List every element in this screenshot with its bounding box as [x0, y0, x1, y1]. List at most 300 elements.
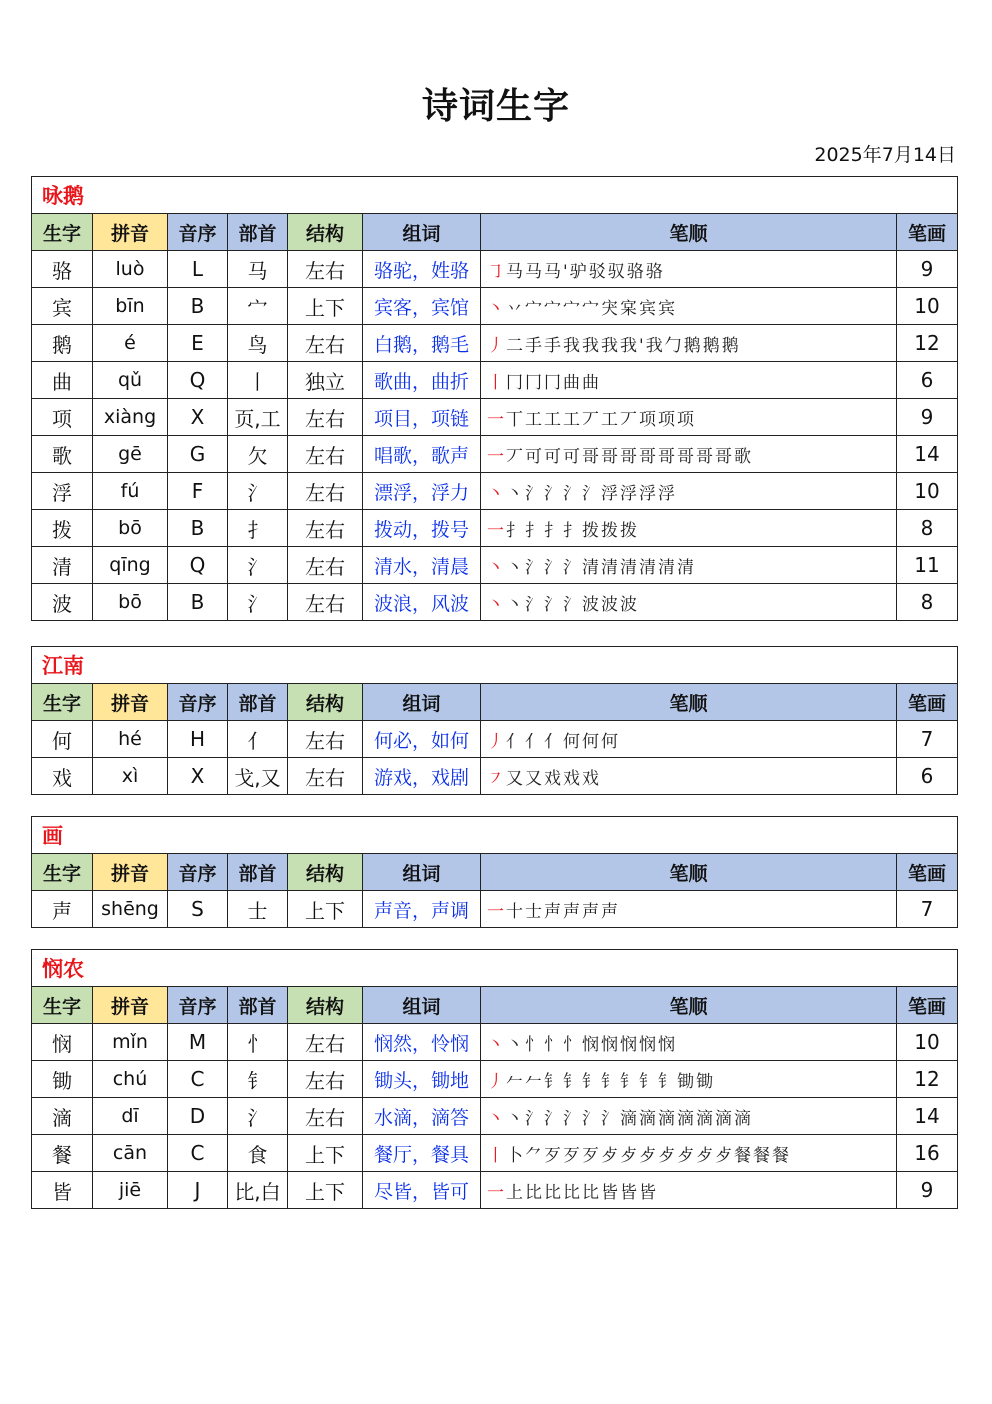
char-cell: 项 [32, 399, 93, 436]
stroke-count-cell: 10 [897, 288, 958, 325]
stroke-step: 悯 [582, 1034, 601, 1055]
stroke-step: 悯 [601, 1034, 620, 1055]
poem-title: 咏鹅 [32, 177, 958, 214]
char-cell: 波 [32, 584, 93, 621]
stroke-step: 氵 [582, 1108, 601, 1129]
stroke-step: 声 [582, 901, 601, 922]
column-header: 笔顺 [481, 987, 897, 1024]
pinyin-cell: bō [93, 584, 168, 621]
radical-cell: 戈,又 [228, 758, 288, 795]
stroke-step: 氵 [563, 594, 582, 615]
pinyin-cell: dī [93, 1098, 168, 1135]
column-header: 笔画 [897, 987, 958, 1024]
stroke-step: 氵 [544, 483, 563, 504]
stroke-step: 拨 [582, 520, 601, 541]
stroke-step: 氵 [525, 594, 544, 615]
stroke-step: 扌 [563, 520, 582, 541]
stroke-step: 丅 [506, 409, 525, 430]
radical-cell: 忄 [228, 1024, 288, 1061]
structure-cell: 左右 [288, 584, 363, 621]
column-header: 拼音 [93, 684, 168, 721]
column-header: 部首 [228, 214, 288, 251]
stroke-step: 丶 [506, 1108, 525, 1129]
structure-cell: 上下 [288, 1172, 363, 1209]
stroke-step: 十 [506, 901, 525, 922]
poem-title: 江南 [32, 647, 958, 684]
radical-cell: 氵 [228, 547, 288, 584]
char-cell: 拨 [32, 510, 93, 547]
table-row [32, 1024, 958, 1061]
stroke-step: 滴 [658, 1108, 677, 1129]
stroke-step: 一 [487, 446, 506, 467]
column-header: 组词 [363, 214, 481, 251]
stroke-step: 滴 [734, 1108, 753, 1129]
pinyin-cell: shēng [93, 891, 168, 928]
stroke-step: 一 [487, 520, 506, 541]
stroke-step: 波 [601, 594, 620, 615]
stroke-step: 丷 [506, 298, 525, 319]
stroke-step: 锄 [677, 1071, 696, 1092]
stroke-step: 工 [544, 409, 563, 430]
stroke-count-cell: 7 [897, 721, 958, 758]
initial-cell: L [168, 251, 228, 288]
table-row [32, 510, 958, 547]
pinyin-cell: chú [93, 1061, 168, 1098]
stroke-step: 滴 [715, 1108, 734, 1129]
stroke-step: 亻 [544, 731, 563, 752]
stroke-step: 皆 [639, 1182, 658, 1203]
column-header: 笔画 [897, 684, 958, 721]
column-header: 笔顺 [481, 684, 897, 721]
stroke-step: 鹅 [721, 335, 741, 356]
stroke-step: 宾 [658, 298, 677, 319]
stroke-step: 忄 [563, 1034, 582, 1055]
radical-cell: 比,白 [228, 1172, 288, 1209]
pinyin-cell: xì [93, 758, 168, 795]
poem-title: 画 [32, 817, 958, 854]
stroke-step: 冂 [506, 372, 525, 393]
column-header: 音序 [168, 214, 228, 251]
stroke-step: 戏 [582, 768, 601, 789]
column-header: 部首 [228, 987, 288, 1024]
stroke-step: 二 [506, 335, 525, 356]
pinyin-cell: xiàng [93, 399, 168, 436]
pinyin-cell: luò [93, 251, 168, 288]
char-cell: 浮 [32, 473, 93, 510]
stroke-step: 又 [506, 768, 525, 789]
column-header: 部首 [228, 854, 288, 891]
stroke-step: 曲 [582, 372, 601, 393]
column-header: 笔画 [897, 214, 958, 251]
header-row [32, 987, 958, 1024]
words-cell: 唱歌，歌声 [363, 436, 481, 473]
table-row [32, 362, 958, 399]
stroke-step: 歺 [601, 1145, 620, 1166]
structure-cell: 左右 [288, 251, 363, 288]
stroke-step: 歺 [677, 1145, 696, 1166]
structure-cell: 左右 [288, 1061, 363, 1098]
vocab-table [31, 176, 958, 621]
stroke-step: 冂 [544, 372, 563, 393]
column-header: 音序 [168, 854, 228, 891]
stroke-order-cell [481, 1098, 897, 1135]
initial-cell: F [168, 473, 228, 510]
stroke-step: 氵 [544, 594, 563, 615]
stroke-step: 曲 [563, 372, 582, 393]
char-cell: 清 [32, 547, 93, 584]
words-cell: 何必，如何 [363, 721, 481, 758]
initial-cell: M [168, 1024, 228, 1061]
stroke-order-cell [481, 1024, 897, 1061]
poem-section [31, 646, 957, 795]
stroke-step: 马 [506, 261, 525, 282]
stroke-order-cell [481, 721, 897, 758]
stroke-step: 哥 [582, 446, 601, 467]
char-cell: 何 [32, 721, 93, 758]
initial-cell: C [168, 1135, 228, 1172]
column-header: 生字 [32, 214, 93, 251]
structure-cell: 左右 [288, 1024, 363, 1061]
stroke-step: 歺 [658, 1145, 677, 1166]
stroke-step: 比 [525, 1182, 544, 1203]
initial-cell: H [168, 721, 228, 758]
stroke-step: 士 [525, 901, 544, 922]
stroke-step: 波 [620, 594, 639, 615]
stroke-step: 清 [620, 557, 639, 578]
column-header: 结构 [288, 684, 363, 721]
char-cell: 戏 [32, 758, 93, 795]
stroke-step: 哥 [696, 446, 715, 467]
stroke-count-cell: 6 [897, 758, 958, 795]
stroke-step: 一 [487, 409, 506, 430]
table-row [32, 547, 958, 584]
stroke-step: 浮 [601, 483, 620, 504]
stroke-step: 项 [639, 409, 658, 430]
words-cell: 宾客，宾馆 [363, 288, 481, 325]
words-cell: 餐厅，餐具 [363, 1135, 481, 1172]
stroke-step: 丿 [487, 1071, 506, 1092]
column-header: 结构 [288, 854, 363, 891]
char-cell: 宾 [32, 288, 93, 325]
stroke-step: 钅 [544, 1071, 563, 1092]
stroke-step: 丶 [487, 483, 506, 504]
stroke-step: ⺈ [525, 1145, 544, 1166]
structure-cell: 左右 [288, 399, 363, 436]
radical-cell: 氵 [228, 584, 288, 621]
stroke-step: 宀 [582, 298, 601, 319]
stroke-count-cell: 9 [897, 1172, 958, 1209]
stroke-step: 工 [525, 409, 544, 430]
radical-cell: 氵 [228, 473, 288, 510]
stroke-step: 氵 [563, 483, 582, 504]
stroke-step: 氵 [544, 557, 563, 578]
stroke-order-cell [481, 436, 897, 473]
header-row [32, 854, 958, 891]
pinyin-cell: bō [93, 510, 168, 547]
structure-cell: 左右 [288, 547, 363, 584]
stroke-count-cell: 8 [897, 584, 958, 621]
words-cell: 水滴，滴答 [363, 1098, 481, 1135]
stroke-step: 歹 [582, 1145, 601, 1166]
stroke-step: 钅 [582, 1071, 601, 1092]
stroke-step: 扌 [506, 520, 525, 541]
stroke-step: 歺 [620, 1145, 639, 1166]
column-header: 笔画 [897, 854, 958, 891]
stroke-step: 项 [658, 409, 677, 430]
pinyin-cell: qǔ [93, 362, 168, 399]
stroke-step: 氵 [525, 1108, 544, 1129]
stroke-order-cell [481, 891, 897, 928]
stroke-step: 戏 [544, 768, 563, 789]
stroke-step: 忄 [544, 1034, 563, 1055]
poem-section [31, 949, 957, 1209]
stroke-step: 可 [544, 446, 563, 467]
radical-cell: 页,工 [228, 399, 288, 436]
radical-cell: 欠 [228, 436, 288, 473]
stroke-step: 拨 [620, 520, 639, 541]
stroke-step: 鹅 [702, 335, 722, 356]
column-header: 笔顺 [481, 854, 897, 891]
vocab-table [31, 816, 958, 928]
stroke-step: 丶 [487, 298, 506, 319]
words-cell: 尽皆，皆可 [363, 1172, 481, 1209]
stroke-step: ㇇ [487, 768, 506, 789]
table-row [32, 251, 958, 288]
stroke-count-cell: 12 [897, 325, 958, 362]
column-header: 音序 [168, 987, 228, 1024]
words-cell: 游戏，戏剧 [363, 758, 481, 795]
vocab-table [31, 646, 958, 795]
table-row [32, 473, 958, 510]
radical-cell: 宀 [228, 288, 288, 325]
initial-cell: B [168, 584, 228, 621]
structure-cell: 左右 [288, 436, 363, 473]
stroke-step: 钅 [601, 1071, 620, 1092]
column-header: 笔顺 [481, 214, 897, 251]
radical-cell: 亻 [228, 721, 288, 758]
column-header: 组词 [363, 987, 481, 1024]
radical-cell: 丨 [228, 362, 288, 399]
stroke-step: 歹 [563, 1145, 582, 1166]
stroke-step: 宀 [525, 298, 544, 319]
stroke-step: 餐 [734, 1145, 753, 1166]
table-row [32, 1135, 958, 1172]
initial-cell: J [168, 1172, 228, 1209]
stroke-step: 丿 [487, 335, 506, 356]
stroke-step: 歺 [715, 1145, 734, 1166]
stroke-step: 声 [563, 901, 582, 922]
radical-cell: 鸟 [228, 325, 288, 362]
initial-cell: X [168, 399, 228, 436]
stroke-order-cell [481, 1172, 897, 1209]
words-cell: 锄头，锄地 [363, 1061, 481, 1098]
column-header: 生字 [32, 684, 93, 721]
pinyin-cell: fú [93, 473, 168, 510]
stroke-step: 氵 [525, 557, 544, 578]
stroke-order-cell [481, 325, 897, 362]
stroke-count-cell: 7 [897, 891, 958, 928]
stroke-step: 哥 [677, 446, 696, 467]
radical-cell: 马 [228, 251, 288, 288]
stroke-step: 滴 [677, 1108, 696, 1129]
stroke-count-cell: 9 [897, 399, 958, 436]
stroke-order-cell [481, 547, 897, 584]
initial-cell: E [168, 325, 228, 362]
table-row [32, 436, 958, 473]
char-cell: 皆 [32, 1172, 93, 1209]
stroke-step: 清 [601, 557, 620, 578]
initial-cell: C [168, 1061, 228, 1098]
column-header: 拼音 [93, 987, 168, 1024]
stroke-count-cell: 6 [897, 362, 958, 399]
char-cell: 声 [32, 891, 93, 928]
char-cell: 骆 [32, 251, 93, 288]
stroke-step: 悯 [639, 1034, 658, 1055]
header-row [32, 214, 958, 251]
stroke-step: 我' [620, 335, 646, 356]
structure-cell: 上下 [288, 288, 363, 325]
column-header: 拼音 [93, 214, 168, 251]
stroke-count-cell: 11 [897, 547, 958, 584]
stroke-step: 锄 [696, 1071, 715, 1092]
radical-cell: 扌 [228, 510, 288, 547]
stroke-order-cell [481, 584, 897, 621]
column-header: 生字 [32, 854, 93, 891]
stroke-order-cell [481, 399, 897, 436]
stroke-step: 悯 [658, 1034, 677, 1055]
stroke-step: 清 [677, 557, 696, 578]
stroke-step: 哥 [601, 446, 620, 467]
stroke-step: 哥 [658, 446, 677, 467]
stroke-step: 何 [582, 731, 601, 752]
stroke-step: 悯 [620, 1034, 639, 1055]
poem-section [31, 176, 957, 621]
stroke-step: 忄 [525, 1034, 544, 1055]
stroke-step: 驴 [569, 261, 589, 282]
stroke-step: 马' [544, 261, 570, 282]
stroke-step: 丨 [487, 372, 506, 393]
stroke-step: 可 [525, 446, 544, 467]
stroke-step: 工丆 [563, 409, 601, 430]
stroke-step: 歺 [696, 1145, 715, 1166]
stroke-step: 餐 [772, 1145, 791, 1166]
stroke-step: ㇆ [487, 261, 506, 282]
pinyin-cell: qīng [93, 547, 168, 584]
char-cell: 锄 [32, 1061, 93, 1098]
stroke-step: 宲 [620, 298, 639, 319]
structure-cell: 左右 [288, 510, 363, 547]
stroke-step: 声 [544, 901, 563, 922]
stroke-step: 声 [601, 901, 620, 922]
stroke-step: 氵 [582, 483, 601, 504]
words-cell: 骆驼，姓骆 [363, 251, 481, 288]
stroke-step: 餐 [753, 1145, 772, 1166]
stroke-step: 丶 [506, 557, 525, 578]
stroke-step: 清 [582, 557, 601, 578]
table-row [32, 325, 958, 362]
stroke-step: 丆 [506, 446, 525, 467]
stroke-step: 宾 [639, 298, 658, 319]
column-header: 生字 [32, 987, 93, 1024]
structure-cell: 独立 [288, 362, 363, 399]
initial-cell: G [168, 436, 228, 473]
stroke-step: 丨 [487, 1145, 506, 1166]
column-header: 音序 [168, 684, 228, 721]
stroke-step: 哥 [620, 446, 639, 467]
stroke-step: 宀 [544, 298, 563, 319]
stroke-step: 丶 [487, 557, 506, 578]
stroke-step: 丶 [506, 1034, 525, 1055]
stroke-step: 皆 [601, 1182, 620, 1203]
structure-cell: 左右 [288, 758, 363, 795]
stroke-count-cell: 16 [897, 1135, 958, 1172]
stroke-step: 哥 [639, 446, 658, 467]
stroke-step: 歺 [639, 1145, 658, 1166]
stroke-order-cell [481, 510, 897, 547]
pinyin-cell: mǐn [93, 1024, 168, 1061]
stroke-step: 我 [582, 335, 601, 356]
stroke-step: 清 [639, 557, 658, 578]
stroke-step: 丶 [506, 594, 525, 615]
char-cell: 鹅 [32, 325, 93, 362]
stroke-step: 我 [601, 335, 620, 356]
column-header: 结构 [288, 987, 363, 1024]
stroke-step: 歌 [734, 446, 753, 467]
stroke-step: 亻 [525, 731, 544, 752]
radical-cell: 士 [228, 891, 288, 928]
stroke-step: 鹅 [683, 335, 703, 356]
stroke-count-cell: 10 [897, 1024, 958, 1061]
stroke-step: 氵 [563, 1108, 582, 1129]
column-header: 结构 [288, 214, 363, 251]
stroke-step: 可 [563, 446, 582, 467]
table-row [32, 288, 958, 325]
stroke-step: 浮 [658, 483, 677, 504]
stroke-count-cell: 10 [897, 473, 958, 510]
table-row [32, 399, 958, 436]
stroke-step: 亻 [506, 731, 525, 752]
stroke-step: 何 [563, 731, 582, 752]
column-header: 拼音 [93, 854, 168, 891]
stroke-step: 一 [487, 1182, 506, 1203]
words-cell: 项目，项链 [363, 399, 481, 436]
structure-cell: 左右 [288, 1098, 363, 1135]
pinyin-cell: jiē [93, 1172, 168, 1209]
stroke-step: 清 [658, 557, 677, 578]
stroke-step: 氵 [544, 1108, 563, 1129]
char-cell: 滴 [32, 1098, 93, 1135]
stroke-step: 一 [487, 901, 506, 922]
stroke-step: 冂 [525, 372, 544, 393]
words-cell: 清水，清晨 [363, 547, 481, 584]
stroke-step: 驭 [607, 261, 627, 282]
stroke-step: 比 [563, 1182, 582, 1203]
stroke-step: 氵 [563, 557, 582, 578]
stroke-step: 手 [544, 335, 563, 356]
stroke-step: 丶 [487, 1034, 506, 1055]
stroke-step: 手 [525, 335, 544, 356]
table-row [32, 1098, 958, 1135]
table-row [32, 584, 958, 621]
words-cell: 拨动，拨号 [363, 510, 481, 547]
stroke-order-cell [481, 1061, 897, 1098]
column-header: 部首 [228, 684, 288, 721]
date-label: 2025年7月14日 [814, 144, 956, 166]
structure-cell: 左右 [288, 325, 363, 362]
pinyin-cell: bīn [93, 288, 168, 325]
stroke-step: 又 [525, 768, 544, 789]
column-header: 组词 [363, 854, 481, 891]
